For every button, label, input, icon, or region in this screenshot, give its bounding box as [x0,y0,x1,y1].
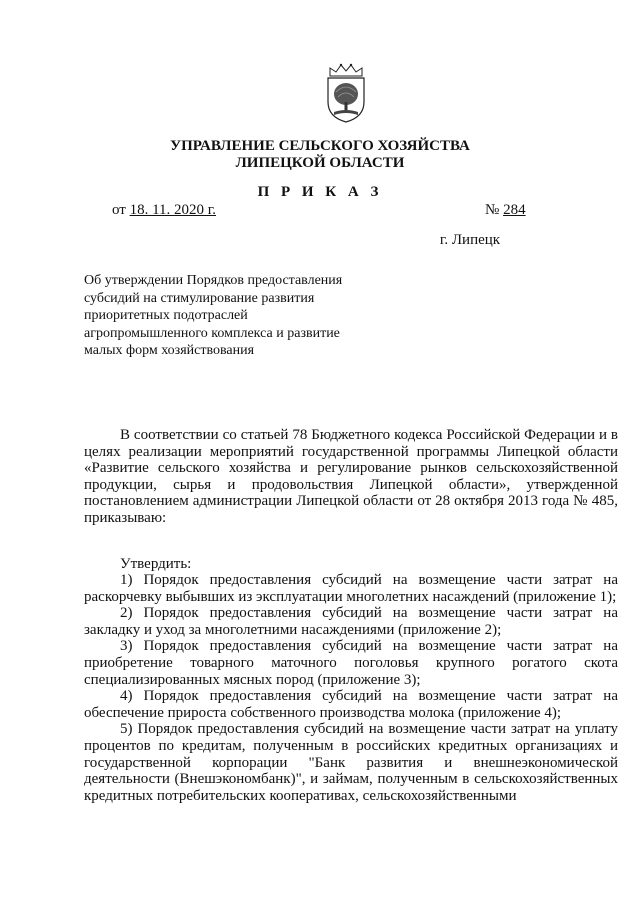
document-date [112,202,216,219]
document-subject: Об утверждении Порядков предоставления субсидий на стимулирование развития приоритетных подотраслей агропромышленного комплекса и развитие малых форм хозяйствования [84,273,343,358]
coat-of-arms-emblem [322,62,370,124]
document-type-title: П Р И К А З [257,184,383,200]
list-item: 3) Порядок предоставления субсидий на возмещение части затрат на приобретение товарного маточного поголовья крупного рогатого скота специализированных мясных пород (приложение 3); [84,638,618,688]
list-item: 2) Порядок предоставления субсидий на возмещение части затрат на закладку и уход за многолетними насаждениями (приложение 2); [84,605,618,638]
list-item: 4) Порядок предоставления субсидий на возмещение части затрат на обеспечение прироста собственного производства молока (приложение 4); [84,688,618,721]
list-item: 1) Порядок предоставления субсидий на возмещение части затрат на раскорчевку выбывших из эксплуатации многолетних насаждений (приложение 1); [84,572,618,605]
date-prefix: от [112,202,126,218]
number-value: 284 [503,202,526,218]
organization-name [0,138,640,172]
date-value: 18. 11. 2020 г. [129,202,217,218]
document-number [485,202,526,219]
organization-line-2: ЛИПЕЦКОЙ ОБЛАСТИ [235,155,405,171]
preamble-paragraph: В соответствии со статьей 78 Бюджетного кодекса Российской Федерации и в целях реализации мероприятий государственной программы Липецкой области «Развитие сельского хозяйства и регулирование рынков сельскохозяйственной продукции, сырья и продовольствия Липецкой области», утвержденной постановлением администрации Липецкой области от 28 октября 2013 года № 485, приказываю: [84,427,618,526]
organization-line-1: УПРАВЛЕНИЕ СЕЛЬСКОГО ХОЗЯЙСТВА [170,138,470,154]
approve-heading: Утвердить: [120,556,192,572]
city: г. Липецк [439,232,501,248]
approved-items-list [84,572,618,804]
list-item: 5) Порядок предоставления субсидий на возмещение части затрат на уплату процентов по кредитам, полученным в российских кредитных организациях и государственной корпорации "Банк развития и внешнеэкономической деятельности (Внешэкономбанк)", и займам, полученным в сельскохозяйственных кредитных потребительских кооперативах, сельскохозяйственными [84,721,618,804]
number-prefix: № [485,202,500,218]
